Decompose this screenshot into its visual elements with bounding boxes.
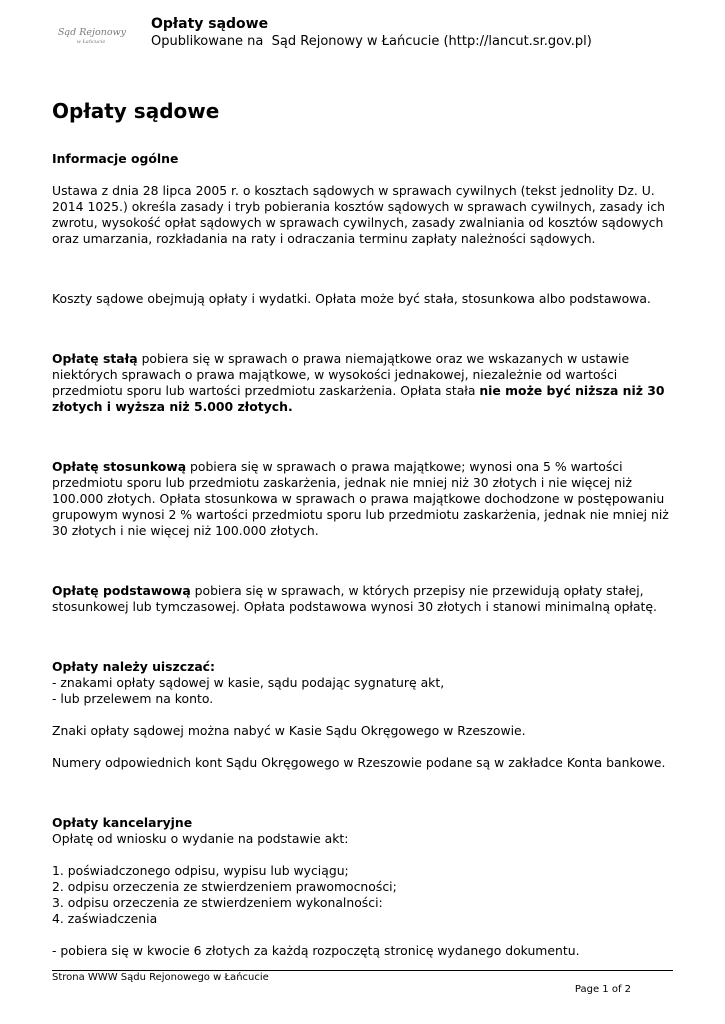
court-logo [58, 27, 127, 50]
basic-fee-text: pobiera się w sprawach, w których przepisy nie przewidują opłaty stałej, stosunkowej lub tymczasowej. Opłata podstawowa wynosi 30 złotych i stanowi minimalną opłatę. [52, 583, 657, 614]
basic-fee-paragraph [52, 583, 672, 615]
proportional-fee-term: Opłatę stosunkową [52, 459, 187, 474]
office-fees-item: 1. poświadczonego odpisu, wypisu lub wyciągu; [52, 863, 349, 878]
office-fees-item: 3. odpisu orzeczenia ze stwierdzeniem wykonalności: [52, 895, 383, 910]
costs-paragraph: Koszty sądowe obejmują opłaty i wydatki. Opłata może być stała, stosunkowa albo podstawowa. [52, 291, 651, 306]
fixed-fee-paragraph [52, 351, 672, 415]
office-fees-heading: Opłaty kancelaryjne [52, 815, 193, 830]
published-on: Opublikowane na Sąd Rejonowy w Łańcucie (http://lancut.sr.gov.pl) [151, 34, 592, 49]
logo-line-1: Sąd Rejonowy [58, 27, 127, 38]
page-title: Opłaty sądowe [52, 99, 220, 123]
general-heading: Informacje ogólne [52, 151, 179, 166]
stamps-paragraph: Znaki opłaty sądowej można nabyć w Kasie Sądu Okręgowego w Rzeszowie. [52, 723, 526, 738]
footer-divider [52, 970, 673, 971]
office-fees-intro: Opłatę od wniosku o wydanie na podstawie akt: [52, 831, 349, 846]
office-fee-amount: - pobiera się w kwocie 6 złotych za każdą rozpoczętą stronicę wydanego dokumentu. [52, 943, 580, 958]
footer-site-name: Strona WWW Sądu Rejonowego w Łańcucie [52, 972, 269, 983]
payment-item: - znakami opłaty sądowej w kasie, sądu podając sygnaturę akt, [52, 675, 445, 690]
page-header [0, 0, 725, 60]
fixed-fee-limits: nie może być niższa niż 30 złotych i wyższa niż 5.000 złotych. [52, 383, 665, 414]
header-title: Opłaty sądowe [151, 16, 269, 32]
proportional-fee-paragraph [52, 459, 672, 539]
fixed-fee-term: Opłatę stałą [52, 351, 138, 366]
logo-line-2: w Łańcucie [76, 38, 106, 45]
fixed-fee-text: pobiera się w sprawach o prawa niemajątkowe oraz we wskazanych w ustawie niektórych sprawach o prawa majątkowe, w wysokości jednakowej, niezależnie od wartości przedmiotu sporu lub wartości przedmiotu zaskarżenia. Opłata stała [52, 351, 630, 398]
office-fees-item: 4. zaświadczenia [52, 911, 158, 926]
document-body [52, 151, 672, 959]
page-number: Page 1 of 2 [574, 984, 631, 995]
proportional-fee-text: pobiera się w sprawach o prawa majątkowe; wynosi ona 5 % wartości przedmiotu sporu lub przedmiotu zaskarżenia, jednak nie mniej niż 30 złotych i nie więcej niż 100.000 złotych. Opłata stosunkowa w sprawach o prawa majątkowe dochodzone w postępowaniu grupowym wynosi 2 % wartości przedmiotu sporu lub przedmiotu zaskarżenia, jednak nie mniej niż 30 złotych i nie więcej niż 100.000 złotych. [52, 459, 669, 538]
payment-heading: Opłaty należy uiszczać: [52, 659, 215, 674]
accounts-paragraph: Numery odpowiednich kont Sądu Okręgowego w Rzeszowie podane są w zakładce Konta bankowe. [52, 755, 666, 770]
general-paragraph: Ustawa z dnia 28 lipca 2005 r. o kosztach sądowych w sprawach cywilnych (tekst jednolity Dz. U. 2014 1025.) określa zasady i tryb pobierania kosztów sądowych w sprawach cywilnych, zasady ich zwrotu, wysokość opłat sądowych w sprawach cywilnych, zasady zwalniania od kosztów sądowych oraz umarzania, rozkładania na raty i odraczania terminu zapłaty należności sądowych. [52, 183, 666, 246]
office-fees-item: 2. odpisu orzeczenia ze stwierdzeniem prawomocności; [52, 879, 397, 894]
payment-item: - lub przelewem na konto. [52, 691, 214, 706]
basic-fee-term: Opłatę podstawową [52, 583, 191, 598]
